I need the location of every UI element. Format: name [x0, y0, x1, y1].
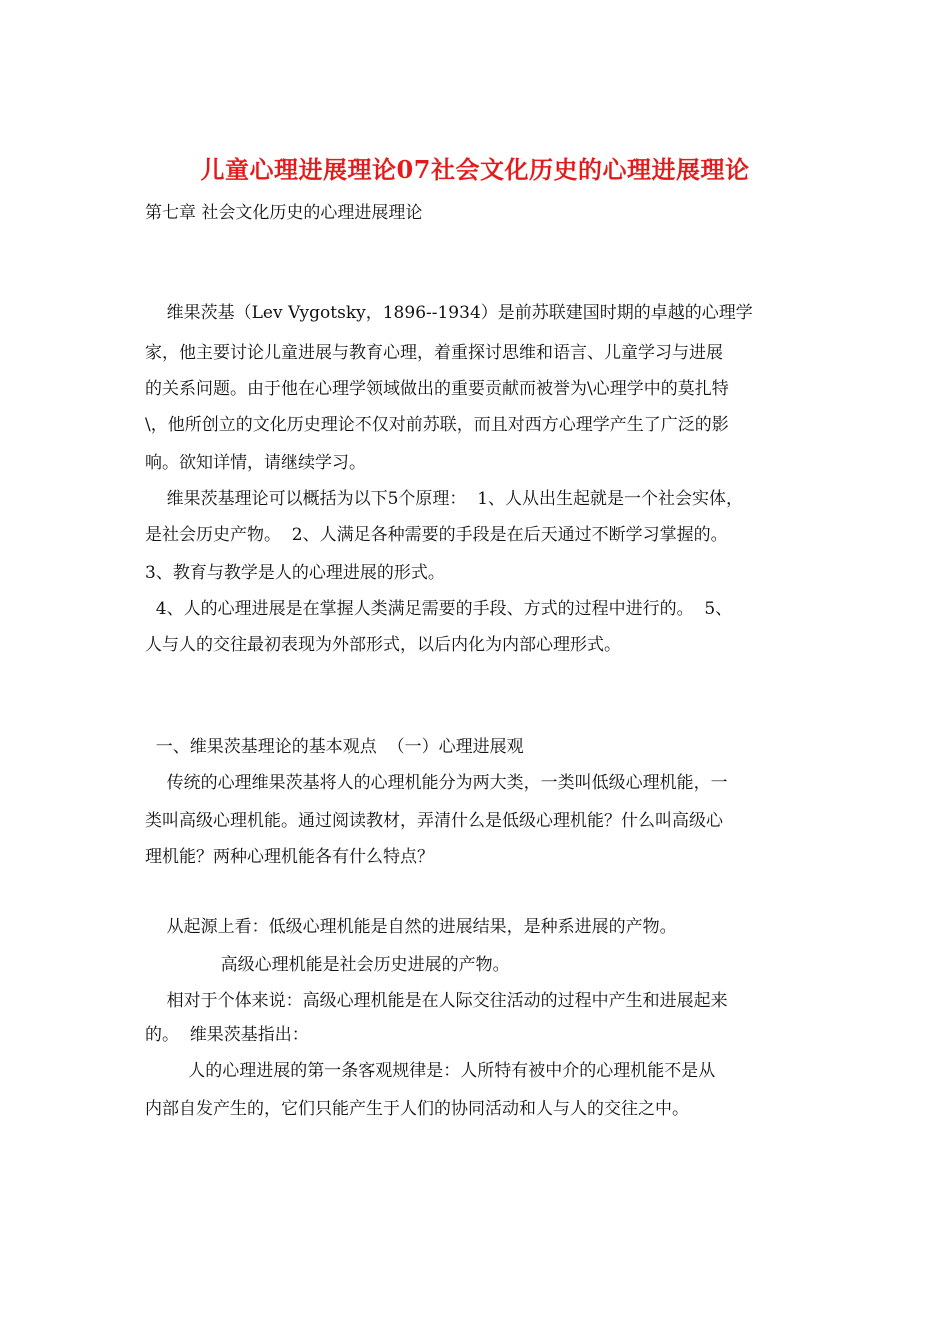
section-line: 类叫高级心理机能。通过阅读教材，弄清什么是低级心理机能？什么叫高级心 — [145, 811, 723, 831]
principles-line: 3、教育与教学是人的心理进展的形式。 — [145, 563, 445, 583]
intro-line: \，他所创立的文化历史理论不仅对前苏联，而且对西方心理学产生了广泛的影 — [145, 415, 729, 435]
principles-line: 维果茨基理论可以概括为以下5个原理： 1、人从出生起就是一个社会实体， — [145, 489, 744, 509]
section-line: 理机能？两种心理机能各有什么特点？ — [145, 847, 434, 867]
origin-line: 人的心理进展的第一条客观规律是：人所特有被中介的心理机能不是从 — [145, 1061, 716, 1081]
origin-line: 高级心理机能是社会历史进展的产物。 — [145, 955, 510, 975]
principles-line: 人与人的交往最初表现为外部形式，以后内化为内部心理形式。 — [145, 635, 621, 655]
origin-line: 内部自发产生的，它们只能产生于人们的协同活动和人与人的交往之中。 — [145, 1099, 689, 1119]
intro-line: 的关系问题。由于他在心理学领域做出的重要贡献而被誉为\心理学中的莫扎特 — [145, 379, 729, 399]
origin-line: 从起源上看：低级心理机能是自然的进展结果，是种系进展的产物。 — [145, 917, 677, 937]
principles-line: 是社会历史产物。 2、人满足各种需要的手段是在后天通过不断学习掌握的。 — [145, 525, 728, 545]
chapter-heading: 第七章 社会文化历史的心理进展理论 — [145, 203, 423, 223]
section-heading: 一、维果茨基理论的基本观点 （一）心理进展观 — [145, 737, 524, 757]
section-line: 传统的心理维果茨基将人的心理机能分为两大类，一类叫低级心理机能，一 — [145, 773, 728, 793]
intro-line: 响。欲知详情，请继续学习。 — [145, 453, 366, 473]
origin-line: 相对于个体来说：高级心理机能是在人际交往活动的过程中产生和进展起来 — [145, 991, 728, 1011]
document-title: 儿童心理进展理论07社会文化历史的心理进展理论 — [200, 155, 750, 184]
origin-line: 的。 维果茨基指出： — [145, 1025, 309, 1045]
principles-line: 4、人的心理进展是在掌握人类满足需要的手段、方式的过程中进行的。 5、 — [145, 599, 733, 619]
intro-line: 维果茨基（Lev Vygotsky，1896--1934）是前苏联建国时期的卓越的心理学 — [145, 303, 753, 323]
intro-line: 家，他主要讨论儿童进展与教育心理，着重探讨思维和语言、儿童学习与进展 — [145, 343, 723, 363]
